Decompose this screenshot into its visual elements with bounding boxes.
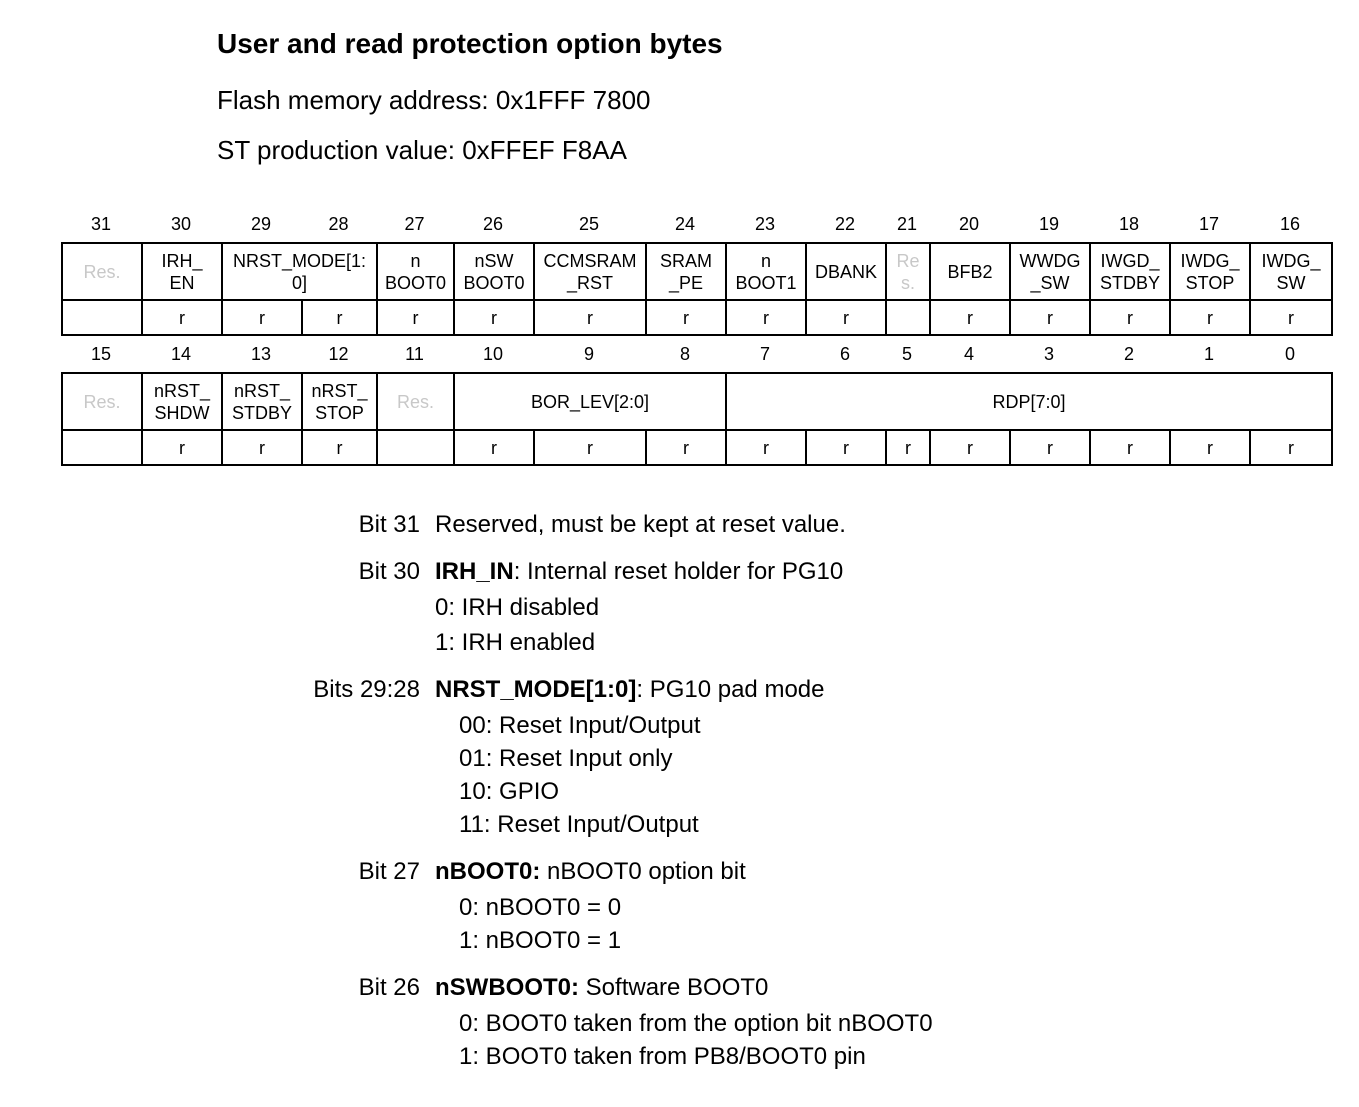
access-cell: r	[142, 300, 222, 335]
reserved-field: Res.	[62, 243, 142, 300]
access-cell: r	[377, 300, 454, 335]
access-cell: r	[302, 430, 377, 465]
bit-number: 29	[250, 214, 272, 234]
bit26-label: Bit 26	[358, 974, 420, 1001]
bit-number: 10	[482, 344, 504, 364]
bit-number: 15	[90, 344, 112, 364]
flash-address: Flash memory address: 0x1FFF 7800	[217, 85, 651, 115]
bit-number: 5	[901, 344, 912, 364]
bit27-value-0: 0: nBOOT0 = 0	[459, 894, 622, 921]
bit30-value-0: 0: IRH disabled	[435, 594, 600, 621]
bit31-label: Bit 31	[358, 511, 420, 538]
bit-number: 11	[405, 344, 424, 364]
bit-number: 28	[328, 214, 349, 234]
register-field: CCMSRAM _RST	[534, 243, 646, 300]
bits2928-value-00: 00: Reset Input/Output	[459, 712, 701, 739]
reserved-field: Res.	[377, 373, 454, 430]
access-cell: r	[222, 430, 302, 465]
register-upper-half	[61, 242, 1333, 336]
access-cell: r	[886, 430, 930, 465]
bit-number: 21	[896, 214, 918, 234]
page-title: User and read protection option bytes	[217, 28, 723, 59]
access-cell: r	[806, 300, 886, 335]
reserved-field: Res.	[62, 373, 142, 430]
register-field: BFB2	[930, 243, 1010, 300]
bit-number: 8	[679, 344, 690, 364]
access-cell: r	[726, 300, 806, 335]
access-cell: r	[806, 430, 886, 465]
bit30-label: Bit 30	[358, 558, 420, 585]
bit-number: 30	[170, 214, 192, 234]
bit-number: 0	[1284, 344, 1295, 364]
access-cell: r	[222, 300, 302, 335]
register-field: BOR_LEV[2:0]	[454, 373, 726, 430]
register-field: nRST_ STDBY	[222, 373, 302, 430]
bits2928-value-11: 11: Reset Input/Output	[459, 811, 699, 838]
bit31-text: Reserved, must be kept at reset value.	[435, 511, 846, 538]
register-field: IRH_ EN	[142, 243, 222, 300]
bit27-value-1: 1: nBOOT0 = 1	[459, 927, 622, 954]
bits2928-name: NRST_MODE[1:0]	[435, 676, 637, 703]
register-field: n BOOT1	[726, 243, 806, 300]
reserved-field: Re s.	[886, 243, 930, 300]
bits2928-value-01: 01: Reset Input only	[459, 745, 673, 772]
access-cell: r	[930, 300, 1010, 335]
access-cell	[62, 430, 142, 465]
bit-number: 25	[578, 214, 600, 234]
register-field: IWDG_ SW	[1250, 243, 1332, 300]
bits2928-heading	[435, 676, 824, 704]
access-cell: r	[534, 430, 646, 465]
register-field: n BOOT0	[377, 243, 454, 300]
bit30-text: : Internal reset holder for PG10	[513, 558, 844, 585]
bit30-value-1: 1: IRH enabled	[435, 629, 596, 656]
access-cell	[886, 300, 930, 335]
bit-number: 16	[1279, 214, 1301, 234]
access-cell: r	[1090, 430, 1170, 465]
access-cell: r	[454, 300, 534, 335]
bit-number: 4	[963, 344, 974, 364]
access-cell	[377, 430, 454, 465]
register-field: IWDG_ STOP	[1170, 243, 1250, 300]
bit-number: 23	[754, 214, 776, 234]
bit-number: 7	[759, 344, 770, 364]
access-cell: r	[1010, 300, 1090, 335]
bit-number: 20	[958, 214, 980, 234]
register-field: nRST_ SHDW	[142, 373, 222, 430]
bit26-text: Software BOOT0	[579, 974, 769, 1001]
lower-bit-numbers	[61, 344, 1331, 368]
bit-number: 31	[90, 214, 112, 234]
bit-number: 14	[170, 344, 192, 364]
access-cell: r	[142, 430, 222, 465]
access-cell: r	[1250, 300, 1332, 335]
access-cell	[62, 300, 142, 335]
bit26-name: nSWBOOT0:	[435, 974, 579, 1001]
access-cell: r	[1170, 300, 1250, 335]
access-cell: r	[302, 300, 377, 335]
bit-number: 19	[1038, 214, 1060, 234]
bit-number: 17	[1198, 214, 1220, 234]
bit-number: 27	[404, 214, 425, 234]
bit26-value-0: 0: BOOT0 taken from the option bit nBOOT0	[459, 1010, 933, 1037]
bit-number: 18	[1118, 214, 1140, 234]
bit-number: 3	[1043, 344, 1054, 364]
bit-number: 2	[1123, 344, 1134, 364]
register-field: nRST_ STOP	[302, 373, 377, 430]
access-cell: r	[1170, 430, 1250, 465]
bit27-label: Bit 27	[358, 858, 420, 885]
bit26-heading	[435, 974, 768, 1002]
bit30-name: IRH_IN	[435, 558, 514, 585]
register-field: RDP[7:0]	[726, 373, 1332, 430]
bit-number: 22	[834, 214, 856, 234]
bit30-heading	[435, 558, 843, 586]
bit-number: 13	[250, 344, 272, 364]
access-cell: r	[646, 430, 726, 465]
register-field: DBANK	[806, 243, 886, 300]
bit-number: 1	[1203, 344, 1214, 364]
bit27-text: nBOOT0 option bit	[540, 858, 746, 885]
access-cell: r	[930, 430, 1010, 465]
bit-number: 26	[482, 214, 504, 234]
bit26-value-1: 1: BOOT0 taken from PB8/BOOT0 pin	[459, 1043, 866, 1070]
bit27-name: nBOOT0:	[435, 858, 541, 885]
bits2928-text: : PG10 pad mode	[636, 676, 825, 703]
bit-number: 24	[674, 214, 696, 234]
register-field: WWDG _SW	[1010, 243, 1090, 300]
register-field: SRAM _PE	[646, 243, 726, 300]
access-cell: r	[454, 430, 534, 465]
bits2928-label: Bits 29:28	[313, 676, 420, 703]
access-cell: r	[534, 300, 646, 335]
bit-number: 12	[328, 344, 349, 364]
access-cell: r	[1090, 300, 1170, 335]
register-field: IWGD_ STDBY	[1090, 243, 1170, 300]
bit27-heading	[435, 858, 746, 886]
access-cell: r	[646, 300, 726, 335]
register-field: nSW BOOT0	[454, 243, 534, 300]
bit-number: 9	[583, 344, 594, 364]
register-lower-half	[61, 372, 1333, 466]
upper-bit-numbers	[61, 214, 1331, 238]
bits2928-value-10: 10: GPIO	[459, 778, 560, 805]
access-cell: r	[1250, 430, 1332, 465]
production-value: ST production value: 0xFFEF F8AA	[217, 135, 627, 165]
register-field: NRST_MODE[1: 0]	[222, 243, 377, 300]
access-cell: r	[1010, 430, 1090, 465]
access-cell: r	[726, 430, 806, 465]
bit-number: 6	[839, 344, 850, 364]
